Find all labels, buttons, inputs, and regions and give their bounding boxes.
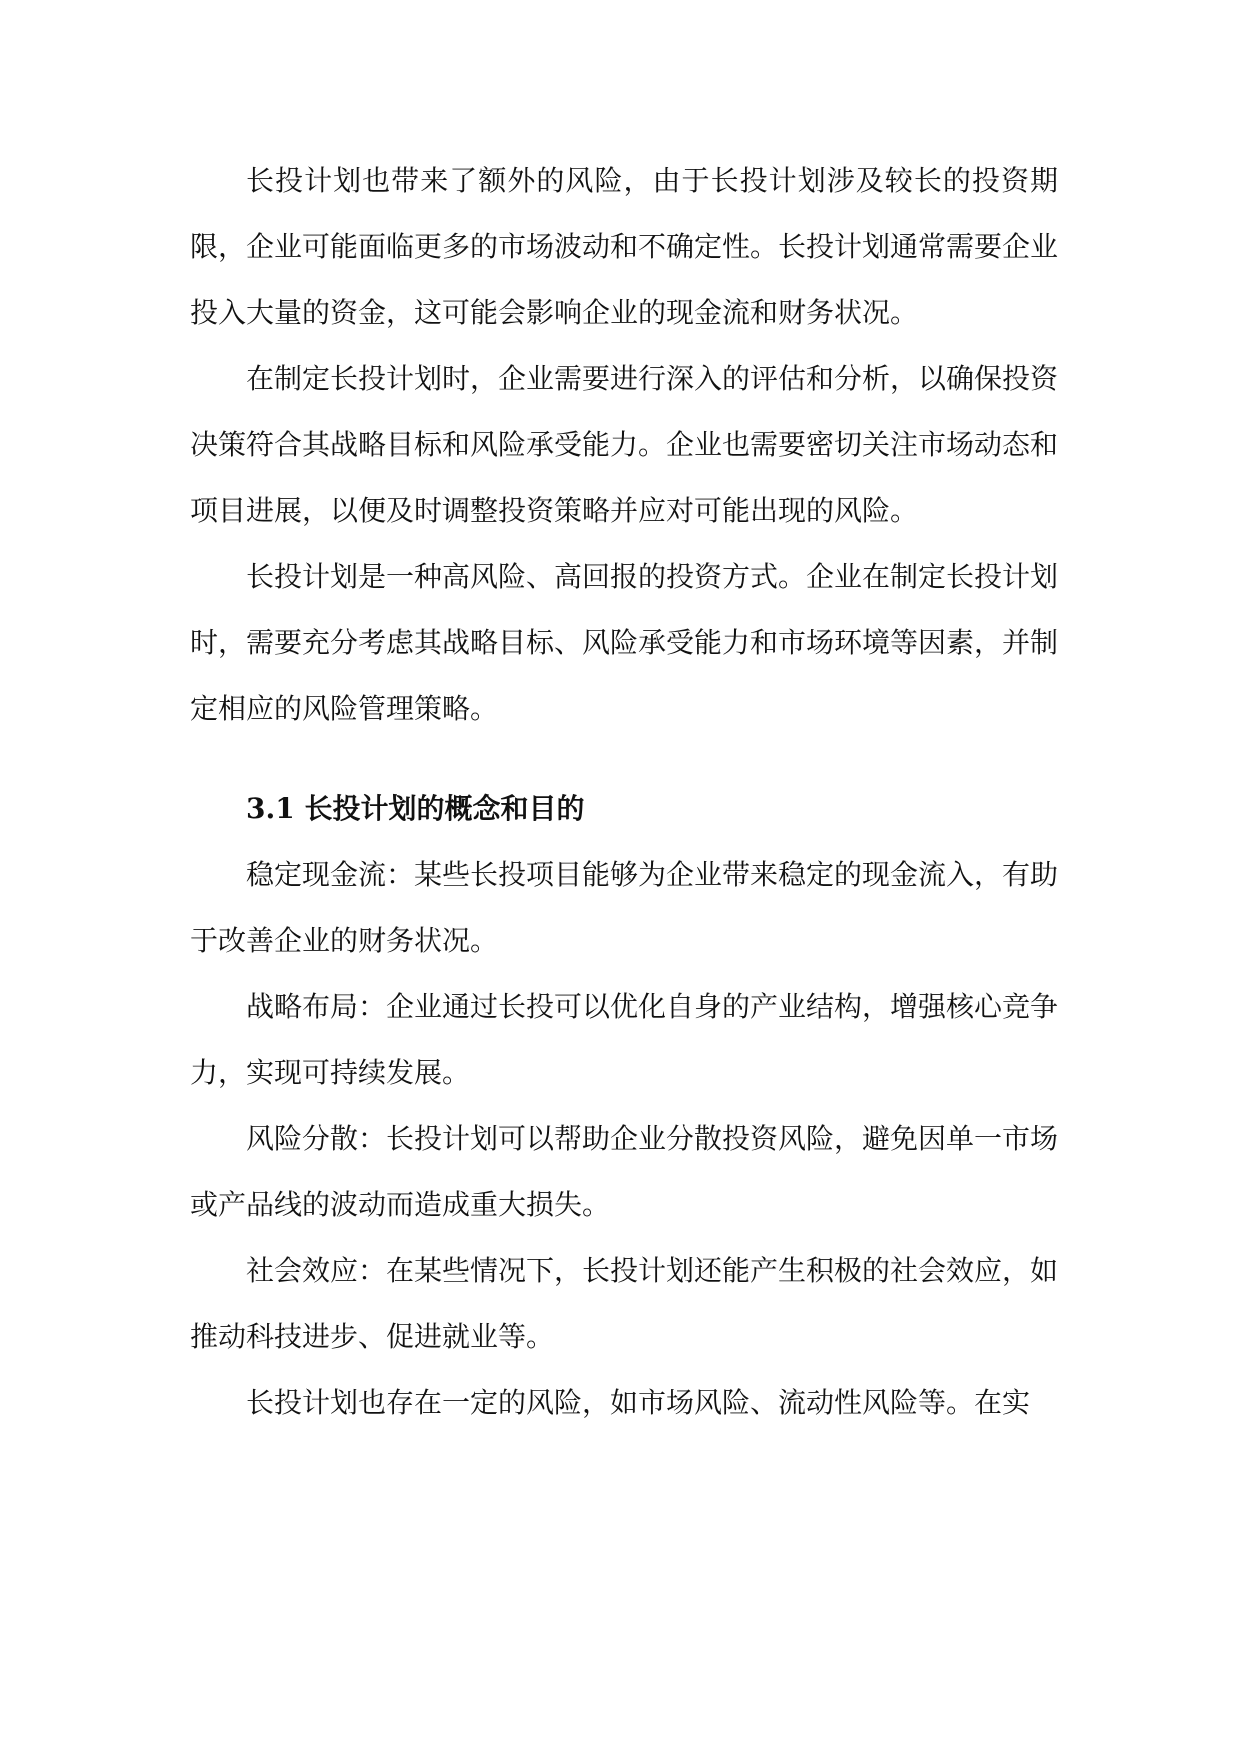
paragraph-stable-cash-flow: 稳定现金流：某些长投项目能够为企业带来稳定的现金流入，有助于改善企业的财务状况。 [190,858,1059,957]
paragraph-high-risk-high-return: 长投计划是一种高风险、高回报的投资方式。企业在制定长投计划时，需要充分考虑其战略目标、风险承受能力和市场环境等因素，并制定相应的风险管理策略。 [190,560,1059,725]
paragraph-long-term-risk: 长投计划也带来了额外的风险，由于长投计划涉及较长的投资期限，企业可能面临更多的市场波动和不确定性。长投计划通常需要企业投入大量的资金，这可能会影响企业的现金流和财务状况。 [190,164,1059,329]
section-heading: 3.1 长投计划的概念和目的 [246,792,585,825]
paragraph-remaining-risk: 长投计划也存在一定的风险，如市场风险、流动性风险等。在实 [246,1386,1031,1419]
paragraph-social-effect: 社会效应：在某些情况下，长投计划还能产生积极的社会效应，如推动科技进步、促进就业等。 [190,1254,1059,1353]
document-body [190,148,1058,1436]
paragraph-evaluation: 在制定长投计划时，企业需要进行深入的评估和分析，以确保投资决策符合其战略目标和风险承受能力。企业也需要密切关注市场动态和项目进展，以便及时调整投资策略并应对可能出现的风险。 [190,362,1059,527]
paragraph-risk-diversification: 风险分散：长投计划可以帮助企业分散投资风险，避免因单一市场或产品线的波动而造成重大损失。 [190,1122,1059,1221]
paragraph-strategic-layout: 战略布局：企业通过长投可以优化自身的产业结构，增强核心竞争力，实现可持续发展。 [190,990,1059,1089]
